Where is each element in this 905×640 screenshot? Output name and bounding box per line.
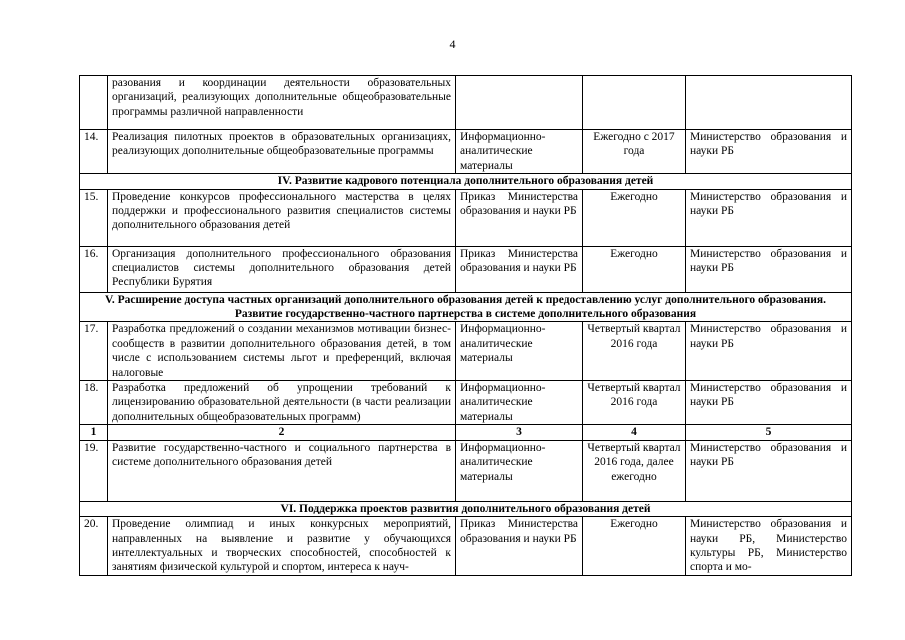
form-cell: Приказ Министерства образования и науки РБ (456, 246, 583, 292)
term-cell: Четвертый квартал 2016 года, далее ежегодно (583, 440, 686, 501)
term-cell: Ежегодно (583, 517, 686, 576)
page-number: 4 (449, 37, 456, 51)
action-plan-table (79, 75, 852, 576)
term-cell: Ежегодно (583, 246, 686, 292)
term-cell (583, 76, 686, 130)
table-row (80, 130, 852, 174)
responsible-cell: Министерство образования и науки РБ (686, 246, 852, 292)
row-number-cell: 20. (80, 517, 108, 576)
term-cell: Четвертый квартал 2016 года (583, 381, 686, 425)
form-cell: Информационно-аналитические материалы (456, 440, 583, 501)
row-number-cell: 15. (80, 189, 108, 246)
column-number: 4 (583, 425, 686, 440)
event-title-cell: Организация дополнительного профессионального образования специалистов системы дополнительного образования детей Республики Бурятия (108, 246, 456, 292)
row-number-cell (80, 76, 108, 130)
column-number: 5 (686, 425, 852, 440)
responsible-cell: Министерство образования и науки РБ (686, 322, 852, 381)
column-number-row (80, 425, 852, 440)
section-row (80, 292, 852, 322)
section-heading: V. Расширение доступа частных организаций дополнительного образования детей к предоставлению услуг дополнительного образования. Развитие государственно-частного партнерства в системе дополнительного образования (80, 292, 852, 322)
table-row (80, 517, 852, 576)
table-row (80, 246, 852, 292)
event-title-cell: Разработка предложений о создании механизмов мотивации бизнес-сообществ в развитии дополнительного образования детей, в том числе с использованием системы льгот и преференций, включая налоговые (108, 322, 456, 381)
section-row (80, 174, 852, 189)
form-cell: Приказ Министерства образования и науки РБ (456, 189, 583, 246)
row-number-cell: 18. (80, 381, 108, 425)
responsible-cell (686, 76, 852, 130)
section-heading: VI. Поддержка проектов развития дополнительного образования детей (80, 501, 852, 516)
term-cell: Ежегодно с 2017 года (583, 130, 686, 174)
responsible-cell: Министерство образования и науки РБ, Министерство культуры РБ, Министерство спорта и мо- (686, 517, 852, 576)
table-row (80, 189, 852, 246)
responsible-cell: Министерство образования и науки РБ (686, 381, 852, 425)
table-row (80, 76, 852, 130)
row-number-cell: 17. (80, 322, 108, 381)
row-number-cell: 16. (80, 246, 108, 292)
event-title-cell: разования и координации деятельности образовательных организаций, реализующих дополнительные общеобразовательные программы различной направленности (108, 76, 456, 130)
form-cell (456, 76, 583, 130)
column-number: 2 (108, 425, 456, 440)
responsible-cell: Министерство образования и науки РБ (686, 440, 852, 501)
event-title-cell: Развитие государственно-частного и социального партнерства в системе дополнительного образования детей (108, 440, 456, 501)
event-title-cell: Проведение олимпиад и иных конкурсных мероприятий, направленных на выявление и развитие у обучающихся интеллектуальных и творческих способностей, способностей к занятиям физической культурой и спортом, интереса к науч- (108, 517, 456, 576)
responsible-cell: Министерство образования и науки РБ (686, 130, 852, 174)
table-row (80, 440, 852, 501)
term-cell: Ежегодно (583, 189, 686, 246)
table-row (80, 381, 852, 425)
section-row (80, 501, 852, 516)
form-cell: Информационно-аналитические материалы (456, 381, 583, 425)
form-cell: Приказ Министерства образования и науки РБ (456, 517, 583, 576)
event-title-cell: Реализация пилотных проектов в образовательных организациях, реализующих дополнительные общеобразовательные программы (108, 130, 456, 174)
responsible-cell: Министерство образования и науки РБ (686, 189, 852, 246)
row-number-cell: 19. (80, 440, 108, 501)
table-row (80, 322, 852, 381)
event-title-cell: Проведение конкурсов профессионального мастерства в целях поддержки и профессионального развития специалистов системы дополнительного образования детей (108, 189, 456, 246)
form-cell: Информационно-аналитические материалы (456, 322, 583, 381)
column-number: 3 (456, 425, 583, 440)
column-number: 1 (80, 425, 108, 440)
term-cell: Четвертый квартал 2016 года (583, 322, 686, 381)
form-cell: Информационно-аналитические материалы (456, 130, 583, 174)
row-number-cell: 14. (80, 130, 108, 174)
section-heading: IV. Развитие кадрового потенциала дополнительного образования детей (80, 174, 852, 189)
event-title-cell: Разработка предложений об упрощении требований к лицензированию образовательной деятельности (в части реализации дополнительных общеобразовательных программ) (108, 381, 456, 425)
